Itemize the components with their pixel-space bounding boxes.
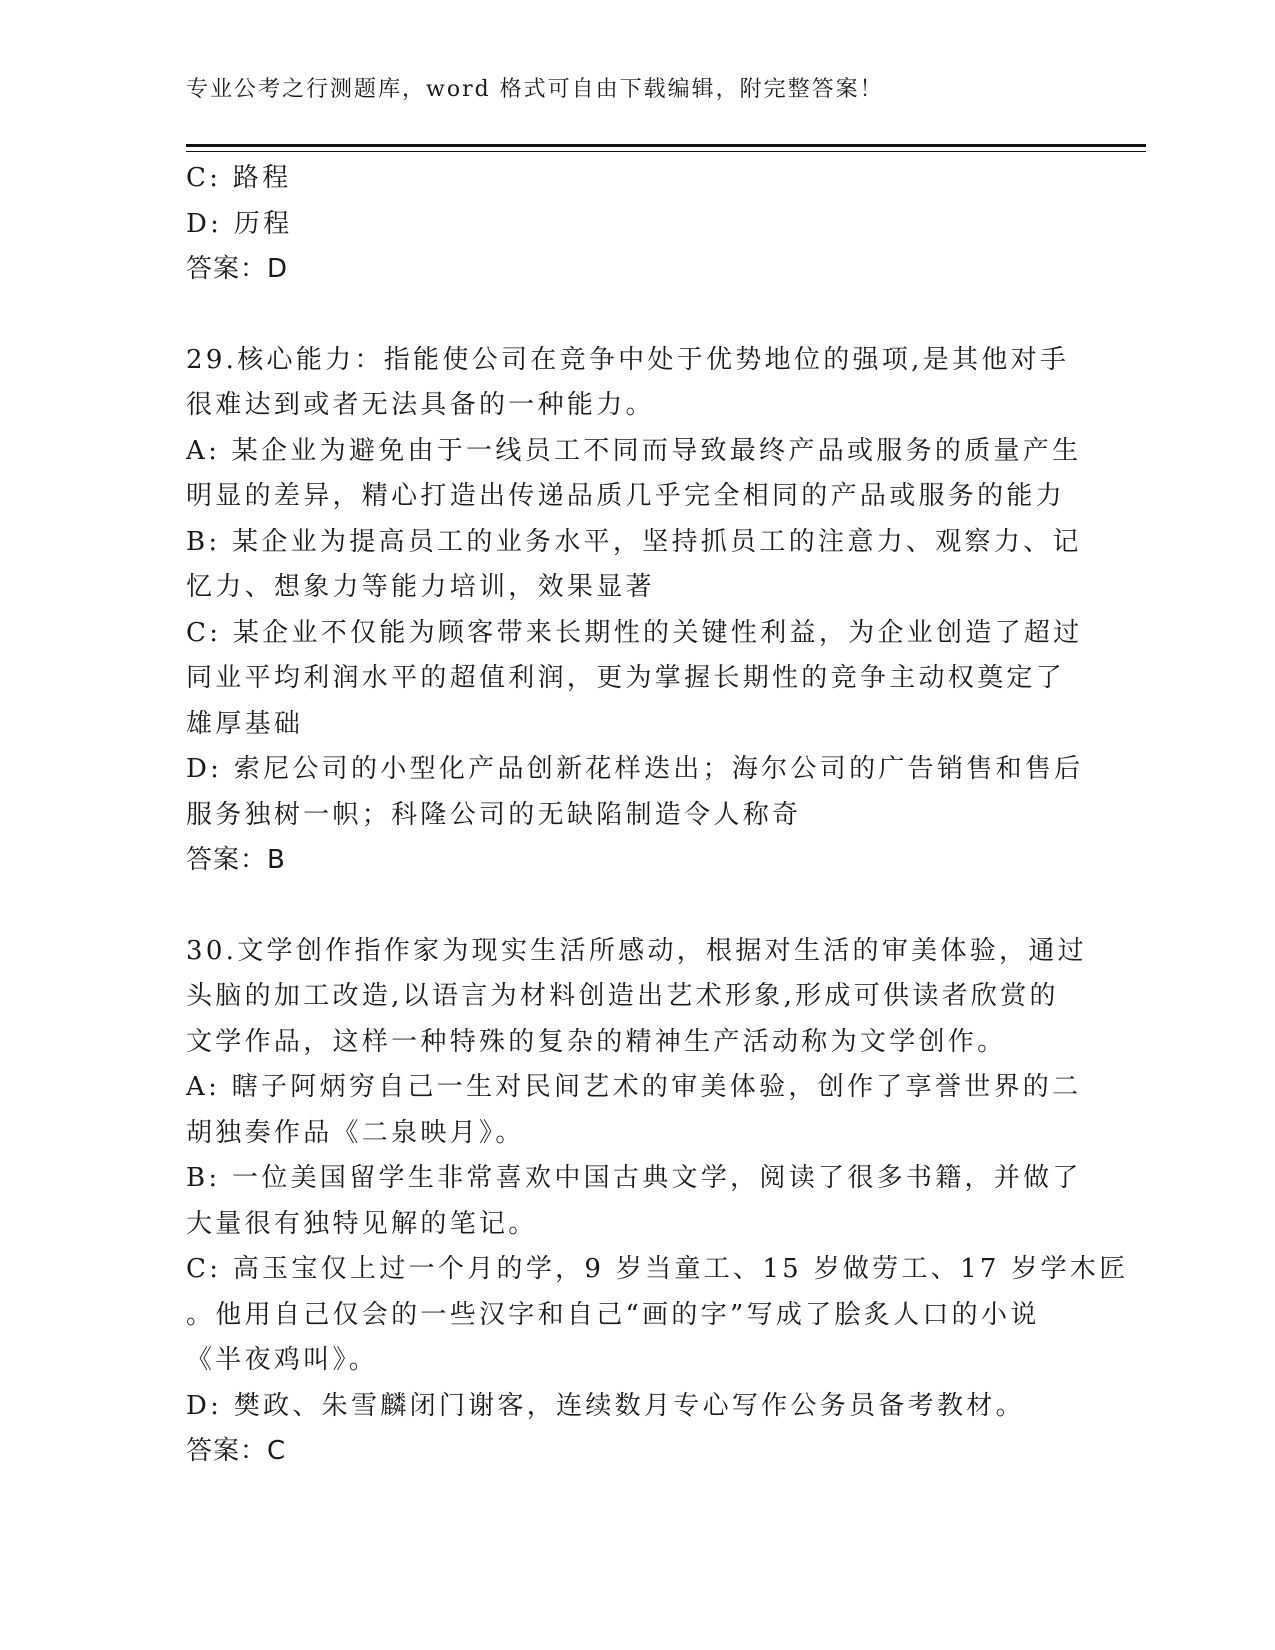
option-b: 大量很有独特见解的笔记。 [186, 1208, 538, 1239]
option-a: A: 瞎子阿炳穷自己一生对民间艺术的审美体验，创作了享誉世界的二 [186, 1072, 1082, 1102]
option-a: 胡独奏作品《二泉映月》。 [186, 1117, 525, 1148]
option-d: D: 历程 [186, 208, 293, 239]
option-a: A: 某企业为避免由于一线员工不同而导致最终产品或服务的质量产生 [186, 435, 1082, 466]
answer-line: 答案：D [186, 254, 289, 284]
option-c: 同业平均利润水平的超值利润，更为掌握长期性的竞争主动权奠定了 [186, 663, 1066, 693]
option-b: B: 一位美国留学生非常喜欢中国古典文学，阅读了很多书籍，并做了 [186, 1163, 1082, 1193]
question-30 [186, 929, 1129, 1475]
option-b: B: 某企业为提高员工的业务水平，坚持抓员工的注意力、观察力、记 [186, 526, 1082, 557]
option-d: D: 索尼公司的小型化产品创新花样迭出；海尔公司的广告销售和售后 [186, 754, 1084, 784]
option-c: C: 高玉宝仅上过一个月的学，9 岁当童工、15 岁做劳工、17 岁学木匠 [186, 1254, 1129, 1284]
header-rule-thick [186, 144, 1146, 147]
question-list [186, 156, 1129, 1475]
answer-line: 答案：C [186, 1436, 287, 1466]
header-rule-thin [186, 151, 1146, 152]
question-stem: 文学作品，这样一种特殊的复杂的精神生产活动称为文学创作。 [186, 1026, 1007, 1057]
answer-line: 答案：B [186, 845, 286, 875]
option-d: 服务独树一帜；科隆公司的无缺陷制造令人称奇 [186, 799, 802, 830]
option-d: D: 樊政、朱雪麟闭门谢客，连续数月专心写作公务员备考教材。 [186, 1390, 1025, 1421]
question-stem: 很难达到或者无法具备的一种能力。 [186, 390, 655, 420]
question-stem: 29.核心能力：指能使公司在竞争中处于优势地位的强项,是其他对手 [186, 344, 1070, 375]
option-c: 雄厚基础 [186, 708, 304, 739]
option-c: 。他用自己仅会的一些汉字和自己“画的字”写成了脍炙人口的小说 [186, 1299, 1040, 1330]
question-stem: 30.文学创作指作家为现实生活所感动，根据对生活的审美体验，通过 [186, 935, 1087, 966]
option-c: 《半夜鸡叫》。 [186, 1345, 379, 1375]
question-28-continued [186, 156, 1086, 293]
page-header: 专业公考之行测题库，word 格式可自由下载编辑，附完整答案！ [186, 77, 884, 102]
option-c: C: 某企业不仅能为顾客带来长期性的关键性利益，为企业创造了超过 [186, 617, 1083, 648]
option-b: 忆力、想象力等能力培训，效果显著 [186, 572, 655, 602]
option-a: 明显的差异，精心打造出传递品质几乎完全相同的产品或服务的能力 [186, 481, 1066, 511]
question-stem: 头脑的加工改造,以语言为材料创造出艺术形象,形成可供读者欣赏的 [186, 981, 1059, 1011]
option-c: C: 路程 [186, 163, 292, 193]
question-29 [186, 338, 1086, 884]
